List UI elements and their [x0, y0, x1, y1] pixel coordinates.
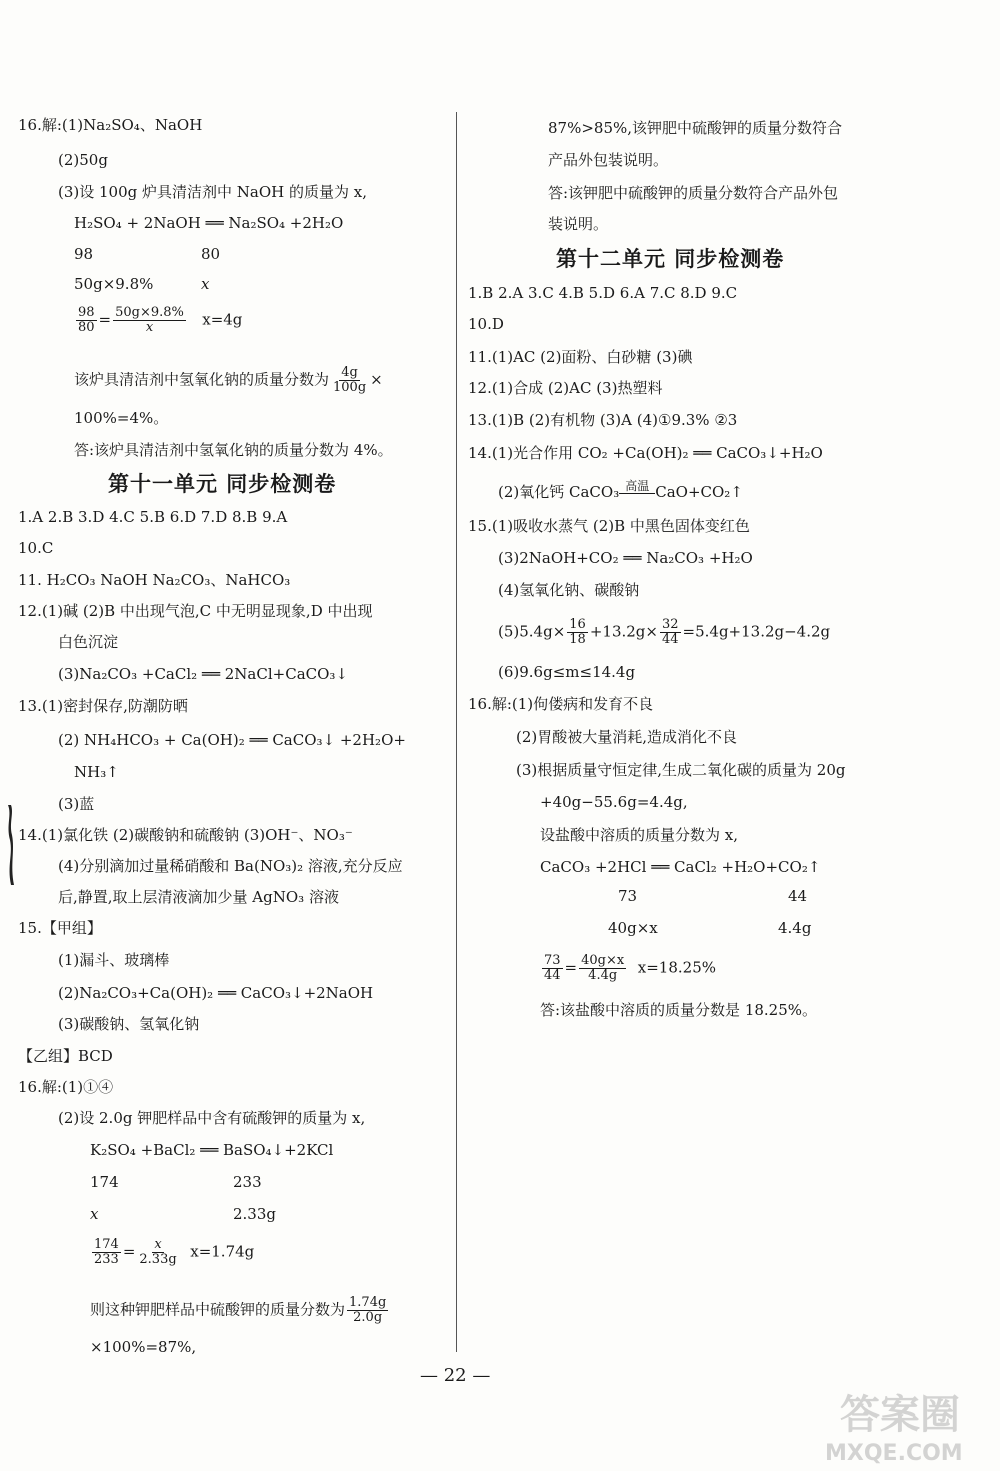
text-line: ×100%=87%, — [90, 1338, 197, 1356]
text-line: 233 — [233, 1173, 262, 1191]
page-number: — 22 — — [420, 1365, 491, 1386]
text-line: 12.(1)合成 (2)AC (3)热塑料 — [468, 379, 663, 397]
text-line: 11.(1)AC (2)面粉、白砂糖 (3)碘 — [468, 348, 693, 366]
text-line: 80 — [201, 245, 221, 263]
fraction-equation: $\frac{174}{233}$ = $\frac{x}{2.33g}$ x=1.74g — [94, 1237, 255, 1267]
text-line: (2)设 2.0g 钾肥样品中含有硫酸钾的质量为 x, — [58, 1109, 366, 1127]
equation-line: (2) NH₄HCO₃ + Ca(OH)₂ ══ CaCO₃↓ +2H₂O+ — [58, 731, 406, 749]
text-line: x — [201, 275, 210, 293]
text-line: 10.C — [18, 539, 54, 557]
text-line: (3)蓝 — [58, 795, 95, 813]
text-line: 174 — [90, 1173, 119, 1191]
text-line: 后,静置,取上层清液滴加少量 AgNO₃ 溶液 — [58, 888, 339, 906]
text-line: 11. H₂CO₃ NaOH Na₂CO₃、NaHCO₃ — [18, 571, 291, 589]
equation-line: (3)2NaOH+CO₂ ══ Na₂CO₃ +H₂O — [498, 549, 753, 567]
text-line: 白色沉淀 — [58, 633, 119, 651]
equation-line: K₂SO₄ +BaCl₂ ══ BaSO₄↓+2KCl — [90, 1141, 334, 1159]
watermark-title: 答案圈 — [840, 1392, 960, 1438]
text-line: 14.(1)氯化铁 (2)碳酸钠和硫酸钠 (3)OH⁻、NO₃⁻ — [18, 826, 353, 844]
text-line: 装说明。 — [548, 215, 609, 233]
text-line: (2)50g — [58, 151, 108, 169]
text-line: 16.解:(1)Na₂SO₄、NaOH — [18, 116, 203, 134]
section-heading: 第十二单元 同步检测卷 — [556, 247, 785, 271]
text-line: 87%>85%,该钾肥中硫酸钾的质量分数符合 — [548, 119, 843, 137]
fraction: $\frac{x}{2.33g}$ — [139, 1237, 177, 1267]
fraction: $\frac{98}{80}$ — [78, 305, 95, 335]
text-line: 98 — [74, 245, 94, 263]
fraction: $\frac{4g}{100g}$ — [333, 365, 367, 395]
section-heading: 第十一单元 同步检测卷 — [108, 472, 337, 496]
text-line: 该炉具清洁剂中氢氧化钠的质量分数为 $\frac{4g}{100g}$ × — [74, 365, 383, 395]
text-line: 44 — [788, 887, 808, 905]
text-line: 答:该钾肥中硫酸钾的质量分数符合产品外包 — [548, 184, 839, 202]
equation-line: (3)Na₂CO₃ +CaCl₂ ══ 2NaCl+CaCO₃↓ — [58, 665, 348, 683]
text-line: (4)氢氧化钠、碳酸钠 — [498, 581, 640, 599]
text-line: 16.解:(1)佝偻病和发育不良 — [468, 695, 654, 713]
fraction: $\frac{73}{44}$ — [544, 953, 561, 983]
text-line: (3)设 100g 炉具清洁剂中 NaOH 的质量为 x, — [58, 183, 367, 201]
text-line: 50g×9.8% — [74, 275, 154, 293]
text-line: 设盐酸中溶质的质量分数为 x, — [540, 826, 738, 844]
text-line: 13.(1)B (2)有机物 (3)A (4)①9.3% ②3 — [468, 411, 738, 429]
text-line: x — [90, 1205, 99, 1223]
fraction: $\frac{174}{233}$ — [94, 1237, 119, 1267]
text-line: 产品外包装说明。 — [548, 151, 669, 169]
fraction: $\frac{16}{18}$ — [569, 617, 586, 647]
text-line: 10.D — [468, 315, 504, 333]
text-line: (3)根据质量守恒定律,生成二氧化碳的质量为 20g — [516, 761, 846, 779]
ink-blot — [4, 805, 16, 885]
text-line: 答:该炉具清洁剂中氢氧化钠的质量分数为 4%。 — [74, 441, 393, 459]
equation-line: NH₃↑ — [74, 763, 119, 781]
fraction-equation: $\frac{73}{44}$ = $\frac{40g\times x}{4.4g}$ x=18.25% — [544, 953, 716, 983]
column-divider — [456, 112, 457, 1352]
text-line: (4)分别滴加过量稀硝酸和 Ba(NO₃)₂ 溶液,充分反应 — [58, 857, 403, 875]
equation-line: H₂SO₄ + 2NaOH ══ Na₂SO₄ +2H₂O — [74, 214, 344, 232]
fraction-equation: $\frac{98}{80}$ = $\frac{50g\times 9.8\%}{x}$ x=4g — [78, 305, 243, 335]
text-line: 15.(1)吸收水蒸气 (2)B 中黑色固体变红色 — [468, 517, 750, 535]
text-line: 则这种钾肥样品中硫酸钾的质量分数为 $\frac{1.74g}{2.0g}$ — [90, 1295, 387, 1325]
text-line: 16.解:(1)①④ — [18, 1078, 114, 1096]
text-line: (6)9.6g≤m≤14.4g — [498, 663, 636, 681]
text-line: 12.(1)碱 (2)B 中出现气泡,C 中无明显现象,D 中出现 — [18, 602, 373, 620]
text-line: 【乙组】BCD — [18, 1047, 113, 1065]
text-line: 2.33g — [233, 1205, 277, 1223]
text-line: 15.【甲组】 — [18, 919, 102, 937]
equation-line: 14.(1)光合作用 CO₂ +Ca(OH)₂ ══ CaCO₃↓+H₂O — [468, 444, 823, 462]
text-line: 4.4g — [778, 919, 812, 937]
fraction-equation: (5)5.4g× $\frac{16}{18}$ +13.2g× $\frac{32}{44}$ =5.4g+13.2g−4.2g — [498, 617, 831, 647]
watermark-logo — [800, 1380, 990, 1465]
reaction-condition: 高温 — [619, 480, 655, 506]
fraction: $\frac{32}{44}$ — [661, 617, 679, 647]
text-line: +40g−55.6g=4.4g, — [540, 793, 688, 811]
fraction: $\frac{1.74g}{2.0g}$ — [349, 1295, 387, 1325]
equation-line: (2)Na₂CO₃+Ca(OH)₂ ══ CaCO₃↓+2NaOH — [58, 984, 374, 1002]
text-line: 1.B 2.A 3.C 4.B 5.D 6.A 7.C 8.D 9.C — [468, 284, 738, 302]
text-line: 40g×x — [608, 919, 658, 937]
text-line: (1)漏斗、玻璃棒 — [58, 951, 170, 969]
text-line: 13.(1)密封保存,防潮防晒 — [18, 697, 188, 715]
text-line: 答:该盐酸中溶质的质量分数是 18.25%。 — [540, 1001, 818, 1019]
text-line: 100%=4%。 — [74, 409, 169, 427]
equation-line: (2)氧化钙 CaCO₃ 高温 CaO+CO₂↑ — [498, 480, 743, 506]
fraction: $\frac{40g\times x}{4.4g}$ — [581, 953, 625, 983]
watermark-url: MXQE.COM — [825, 1441, 963, 1465]
text-line: 73 — [618, 887, 638, 905]
text-line: 1.A 2.B 3.D 4.C 5.B 6.D 7.D 8.B 9.A — [18, 508, 288, 526]
text-line: (3)碳酸钠、氢氧化钠 — [58, 1015, 200, 1033]
text-line: (2)胃酸被大量消耗,造成消化不良 — [516, 728, 738, 746]
fraction: $\frac{50g\times 9.8\%}{x}$ — [115, 305, 184, 335]
equation-line: CaCO₃ +2HCl ══ CaCl₂ +H₂O+CO₂↑ — [540, 858, 821, 876]
